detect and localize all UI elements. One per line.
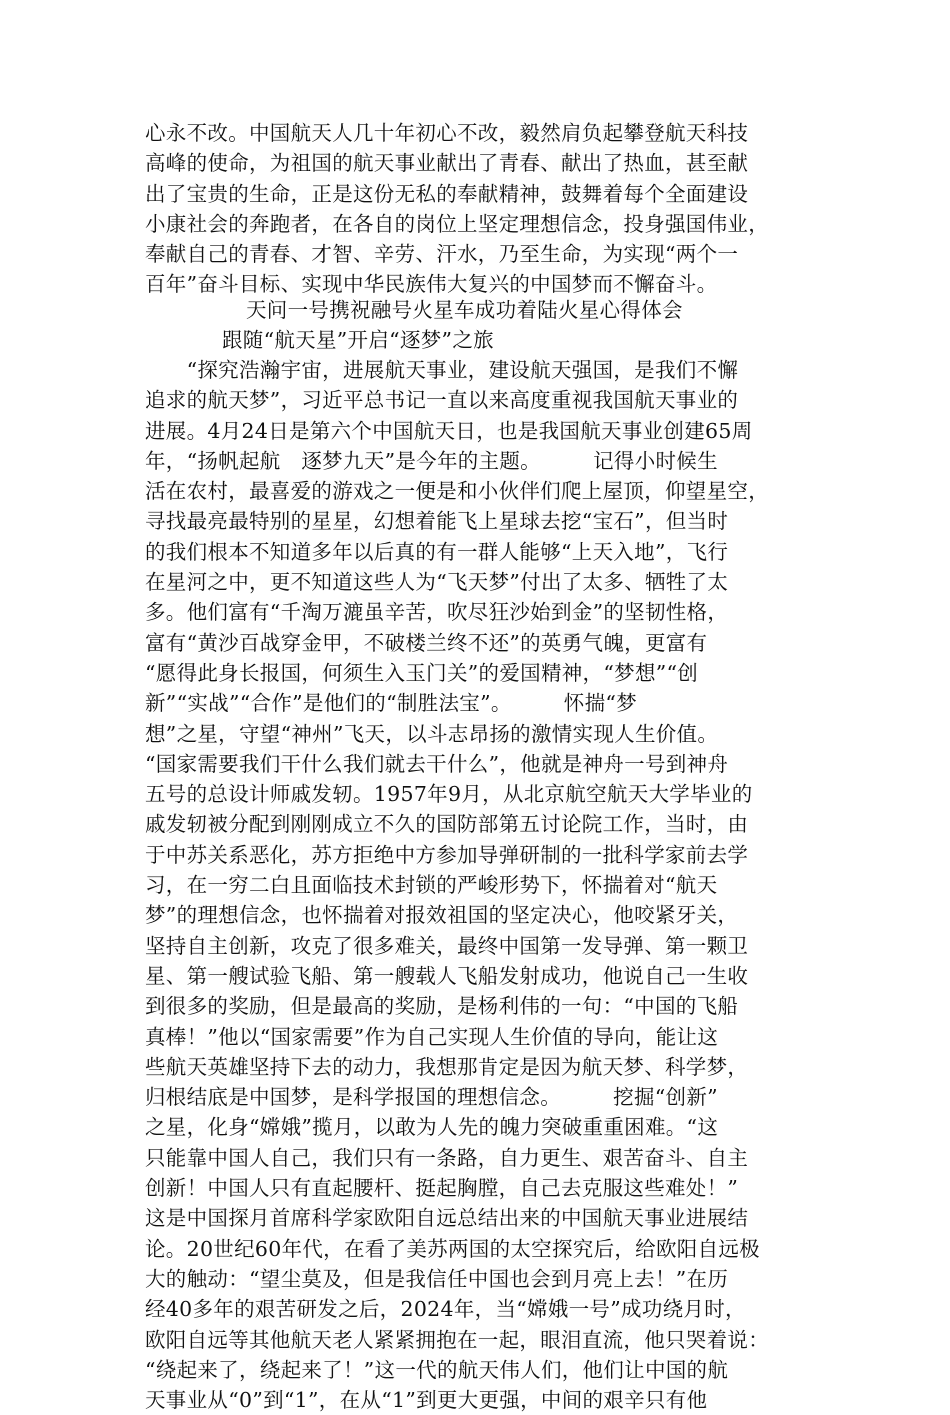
- text-line: 在星河之中，更不知道这些人为“飞天梦”付出了太多、牺牲了太: [145, 570, 729, 595]
- text-line: 追求的航天梦”，习近平总书记一直以来高度重视我国航天事业的: [145, 388, 739, 413]
- text-line: 归根结底是中国梦，是科学报国的理想信念。 挖掘“创新”: [145, 1085, 718, 1110]
- text-line: 的我们根本不知道多年以后真的有一群人能够“上天入地”，飞行: [145, 539, 729, 564]
- text-line: 活在农村，最喜爱的游戏之一便是和小伙伴们爬上屋顶，仰望星空，: [145, 479, 769, 504]
- text-line: 习，在一穷二白且面临技术封锁的严峻形势下，怀揣着对“航天: [145, 873, 718, 898]
- text-line: 经40多年的艰苦研发之后，2024年，当“嫦娥一号”成功绕月时，: [145, 1297, 746, 1322]
- text-line: “探究浩瀚宇宙，进展航天事业，建设航天强国，是我们不懈: [145, 358, 739, 382]
- intro-paragraph: [145, 118, 825, 300]
- article-body: [145, 355, 825, 1415]
- text-line: 高峰的使命，为祖国的航天事业献出了青春、献出了热血，甚至献: [145, 151, 749, 176]
- text-line: “国家需要我们干什么我们就去干什么”，他就是神舟一号到神舟: [145, 751, 729, 776]
- text-line: 大的触动：“望尘莫及，但是我信任中国也会到月亮上去！”在历: [145, 1266, 729, 1291]
- text-line: 年，“扬帆起航 逐梦九天”是今年的主题。 记得小时候生: [145, 448, 718, 473]
- text-line: “愿得此身长报国，何须生入玉门关”的爱国精神，“梦想”“创: [145, 660, 699, 685]
- text-line: 星、第一艘试验飞船、第一艘载人飞船发射成功，他说自己一生收: [145, 963, 749, 988]
- text-line: 五号的总设计师戚发轫。1957年9月，从北京航空航天大学毕业的: [145, 782, 753, 807]
- text-line: 心永不改。中国航天人几十年初心不改，毅然肩负起攀登航天科技: [145, 121, 749, 145]
- text-line: “绕起来了，绕起来了！”这一代的航天伟人们，他们让中国的航: [145, 1357, 729, 1382]
- text-line: 坚持自主创新，攻克了很多难关，最终中国第一发导弹、第一颗卫: [145, 933, 749, 958]
- text-line: 天事业从“0”到“1”，在从“1”到更大更强，中间的艰辛只有他: [145, 1388, 708, 1413]
- text-line: 这是中国探月首席科学家欧阳自远总结出来的中国航天事业进展结: [145, 1206, 749, 1231]
- text-line: 奉献自己的青春、才智、辛劳、汗水，乃至生命，为实现“两个一: [145, 242, 739, 267]
- text-line: 富有“黄沙百战穿金甲，不破楼兰终不还”的英勇气魄，更富有: [145, 630, 708, 655]
- text-line: 戚发轫被分配到刚刚成立不久的国防部第五讨论院工作，当时，由: [145, 812, 749, 837]
- text-line: 多。他们富有“千淘万漉虽辛苦，吹尽狂沙始到金”的坚韧性格，: [145, 600, 729, 625]
- text-line: 创新！中国人只有直起腰杆、挺起胸膛，自己去克服这些难处！”: [145, 1176, 739, 1201]
- text-line: 进展。4月24日是第六个中国航天日，也是我国航天事业创建65周: [145, 418, 753, 443]
- text-line: 真棒！”他以“国家需要”作为自己实现人生价值的导向，能让这: [145, 1024, 719, 1049]
- article-title-text: 天问一号携祝融号火星车成功着陆火星心得体会: [246, 298, 683, 322]
- text-line: 小康社会的奔跑者，在各自的岗位上坚定理想信念，投身强国伟业，: [145, 211, 769, 236]
- text-line: 到很多的奖励，但是最高的奖励，是杨利伟的一句：“中国的飞船: [145, 994, 739, 1019]
- article-subtitle: [222, 325, 782, 355]
- article-subtitle-text: 跟随“航天星”开启“逐梦”之旅: [222, 328, 494, 352]
- text-line: 想”之星，守望“神州”飞天，以斗志昂扬的激情实现人生价值。: [145, 721, 719, 746]
- text-line: 新”“实战”“合作”是他们的“制胜法宝”。 怀揣“梦: [145, 691, 637, 716]
- article-title: [246, 295, 806, 325]
- text-line: 寻找最亮最特别的星星，幻想着能飞上星球去挖“宝石”，但当时: [145, 509, 729, 534]
- text-line: 梦”的理想信念，也怀揣着对报效祖国的坚定决心，他咬紧牙关，: [145, 903, 739, 928]
- text-line: 于中苏关系恶化，苏方拒绝中方参加导弹研制的一批科学家前去学: [145, 842, 749, 867]
- text-line: 论。20世纪60年代，在看了美苏两国的太空探究后，给欧阳自远极: [145, 1236, 760, 1261]
- text-line: 只能靠中国人自己，我们只有一条路，自力更生、艰苦奋斗、自主: [145, 1145, 749, 1170]
- text-line: 之星，化身“嫦娥”揽月，以敢为人先的魄力突破重重困难。“这: [145, 1115, 719, 1140]
- text-line: 百年”奋斗目标、实现中华民族伟大复兴的中国梦而不懈奋斗。: [145, 272, 718, 297]
- text-line: 些航天英雄坚持下去的动力，我想那肯定是因为航天梦、科学梦，: [145, 1054, 749, 1079]
- text-line: 欧阳自远等其他航天老人紧紧拥抱在一起，眼泪直流，他只哭着说：: [145, 1327, 769, 1352]
- text-line: 出了宝贵的生命，正是这份无私的奉献精神，鼓舞着每个全面建设: [145, 181, 749, 206]
